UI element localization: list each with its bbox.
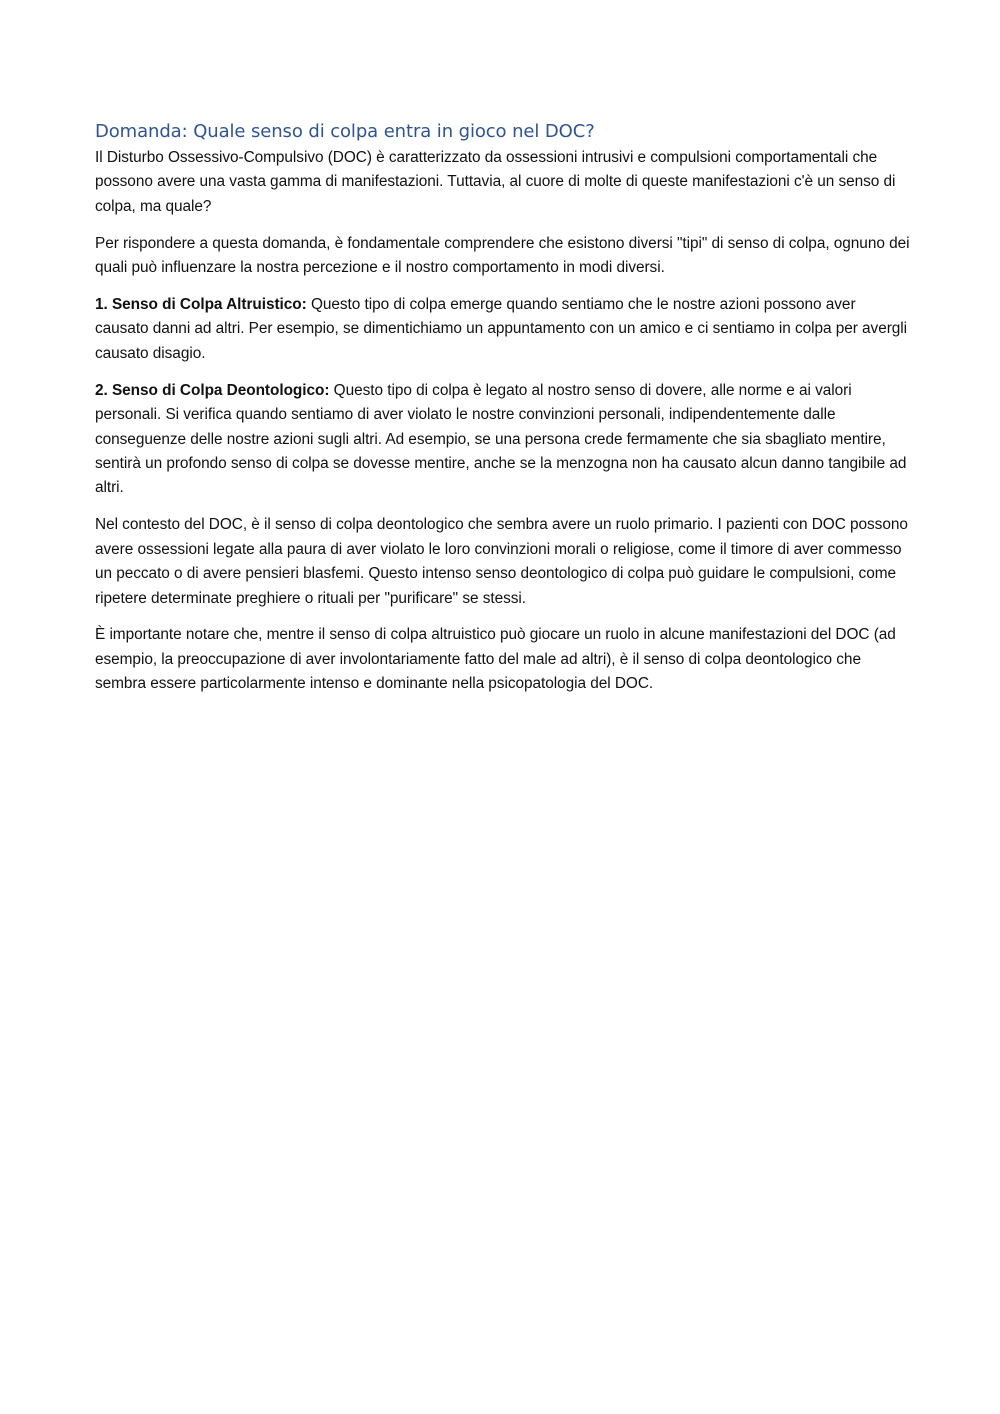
- paragraph-doc-context: Nel contesto del DOC, è il senso di colpa deontologico che sembra avere un ruolo primario. I pazienti con DOC possono avere ossessioni legate alla paura di aver violato le loro convinzioni morali o religiose, come il timore di aver commesso un peccato o di avere pensieri blasfemi. Questo intenso senso deontologico di colpa può guidare le compulsioni, come ripetere determinate preghiere o rituali per "purificare" se stessi.: [95, 516, 908, 607]
- paragraph-types-of-guilt: Per rispondere a questa domanda, è fondamentale comprendere che esistono diversi "tipi" di senso di colpa, ognuno dei quali può influenzare la nostra percezione e il nostro comportamento in modi diversi.: [95, 234, 910, 277]
- document-title: Domanda: Quale senso di colpa entra in gioco nel DOC?: [95, 121, 595, 142]
- section-deontological-guilt-text: Questo tipo di colpa è legato al nostro senso di dovere, alle norme e ai valori personali. Si verifica quando sentiamo di aver violato le nostre convinzioni personali, indipendentemente dalle conseguenze delle nostre azioni sugli altri. Ad esempio, se una persona crede fermamente che sia sbagliato mentire, sentirà un profondo senso di colpa se dovesse mentire, anche se la menzogna non ha causato alcun danno tangibile ad altri.: [95, 381, 907, 497]
- section-altruistic-guilt-text: Questo tipo di colpa emerge quando sentiamo che le nostre azioni possono aver causato danni ad altri. Per esempio, se dimentichiamo un appuntamento con un amico e ci sentiamo in colpa per avergli causato disagio.: [95, 296, 908, 362]
- intro-paragraph: Il Disturbo Ossessivo-Compulsivo (DOC) è caratterizzato da ossessioni intrusivi e compulsioni comportamentali che possono avere una vasta gamma di manifestazioni. Tuttavia, al cuore di molte di queste manifestazioni c'è un senso di colpa, ma quale?: [95, 149, 896, 215]
- section-altruistic-guilt: [95, 293, 910, 366]
- paragraph-conclusion: È importante notare che, mentre il senso di colpa altruistico può giocare un ruolo in alcune manifestazioni del DOC (ad esempio, la preoccupazione di aver involontariamente fatto del male ad altri), è il senso di colpa deontologico che sembra essere particolarmente intenso e dominante nella psicopatologia del DOC.: [95, 626, 896, 693]
- section-deontological-guilt-label: 2. Senso di Colpa Deontologico:: [95, 381, 330, 399]
- section-altruistic-guilt-label: 1. Senso di Colpa Altruistico:: [95, 296, 307, 314]
- section-deontological-guilt: [95, 379, 910, 501]
- document-page: [95, 118, 910, 709]
